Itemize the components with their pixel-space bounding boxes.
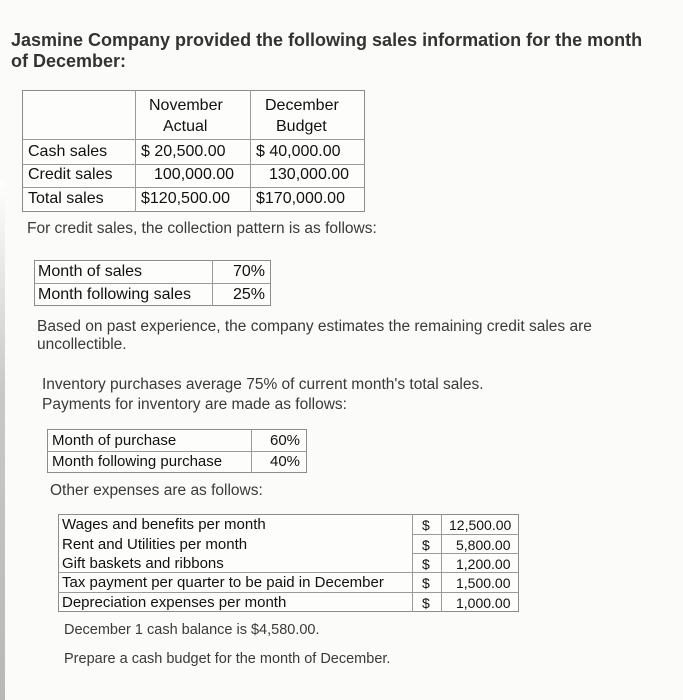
- expense-currency-rent: $: [422, 537, 430, 553]
- expense-currency-gift: $: [422, 556, 430, 572]
- payment-pct-1: 60%: [270, 432, 301, 449]
- expense-label-tax: Tax payment per quarter to be paid in December: [62, 574, 384, 591]
- expense-currency-tax: $: [422, 575, 430, 591]
- expense-label-rent: Rent and Utilities per month: [62, 536, 248, 553]
- nov-header-1: November: [149, 97, 223, 114]
- problem-intro: Jasmine Company provided the following sales information for the month of December:: [11, 30, 643, 71]
- payment-pct-2: 40%: [270, 453, 301, 470]
- collection-intro: For credit sales, the collection pattern is as follows:: [27, 220, 377, 237]
- instruction: Prepare a cash budget for the month of December.: [64, 651, 391, 667]
- inventory-note-2: Payments for inventory are made as follows:: [42, 396, 347, 413]
- cash-dec: $ 40,000.00: [256, 143, 341, 160]
- collection-pct-1: 70%: [233, 263, 266, 280]
- expense-currency-depreciation: $: [422, 595, 430, 611]
- collection-pct-2: 25%: [233, 286, 266, 303]
- expense-amount-gift: 1,200.00: [456, 556, 511, 572]
- expense-amount-wages: 12,500.00: [449, 517, 512, 533]
- expense-amount-tax: 1,500.00: [456, 575, 511, 591]
- inventory-note-1: Inventory purchases average 75% of current month's total sales.: [42, 376, 484, 393]
- row-label-cash: Cash sales: [28, 143, 108, 160]
- scroll-edge: [0, 180, 5, 700]
- dec-header-2: Budget: [276, 118, 327, 135]
- credit-dec: 130,000.00: [269, 166, 350, 183]
- expense-label-depreciation: Depreciation expenses per month: [62, 594, 287, 611]
- row-label-total: Total sales: [28, 190, 104, 207]
- payment-label-1: Month of purchase: [52, 432, 177, 449]
- expense-label-wages: Wages and benefits per month: [62, 516, 266, 533]
- credit-nov: 100,000.00: [154, 166, 235, 183]
- other-expenses-intro: Other expenses are as follows:: [50, 482, 263, 499]
- row-label-credit: Credit sales: [28, 166, 113, 183]
- expense-amount-rent: 5,800.00: [456, 537, 511, 553]
- dec-header-1: December: [265, 97, 339, 114]
- uncollectible-note: Based on past experience, the company estimates the remaining credit sales are uncollectible.: [37, 318, 592, 353]
- payment-label-2: Month following purchase: [52, 453, 223, 470]
- total-nov: $120,500.00: [141, 190, 230, 207]
- cash-balance-note: December 1 cash balance is $4,580.00.: [64, 622, 320, 638]
- cash-nov: $ 20,500.00: [141, 143, 226, 160]
- expense-currency-wages: $: [422, 517, 430, 533]
- collection-label-2: Month following sales: [38, 286, 191, 303]
- expense-amount-depreciation: 1,000.00: [456, 595, 511, 611]
- nov-header-2: Actual: [163, 118, 208, 135]
- total-dec: $170,000.00: [256, 190, 345, 207]
- expense-label-gift: Gift baskets and ribbons: [62, 555, 224, 572]
- collection-label-1: Month of sales: [38, 263, 143, 280]
